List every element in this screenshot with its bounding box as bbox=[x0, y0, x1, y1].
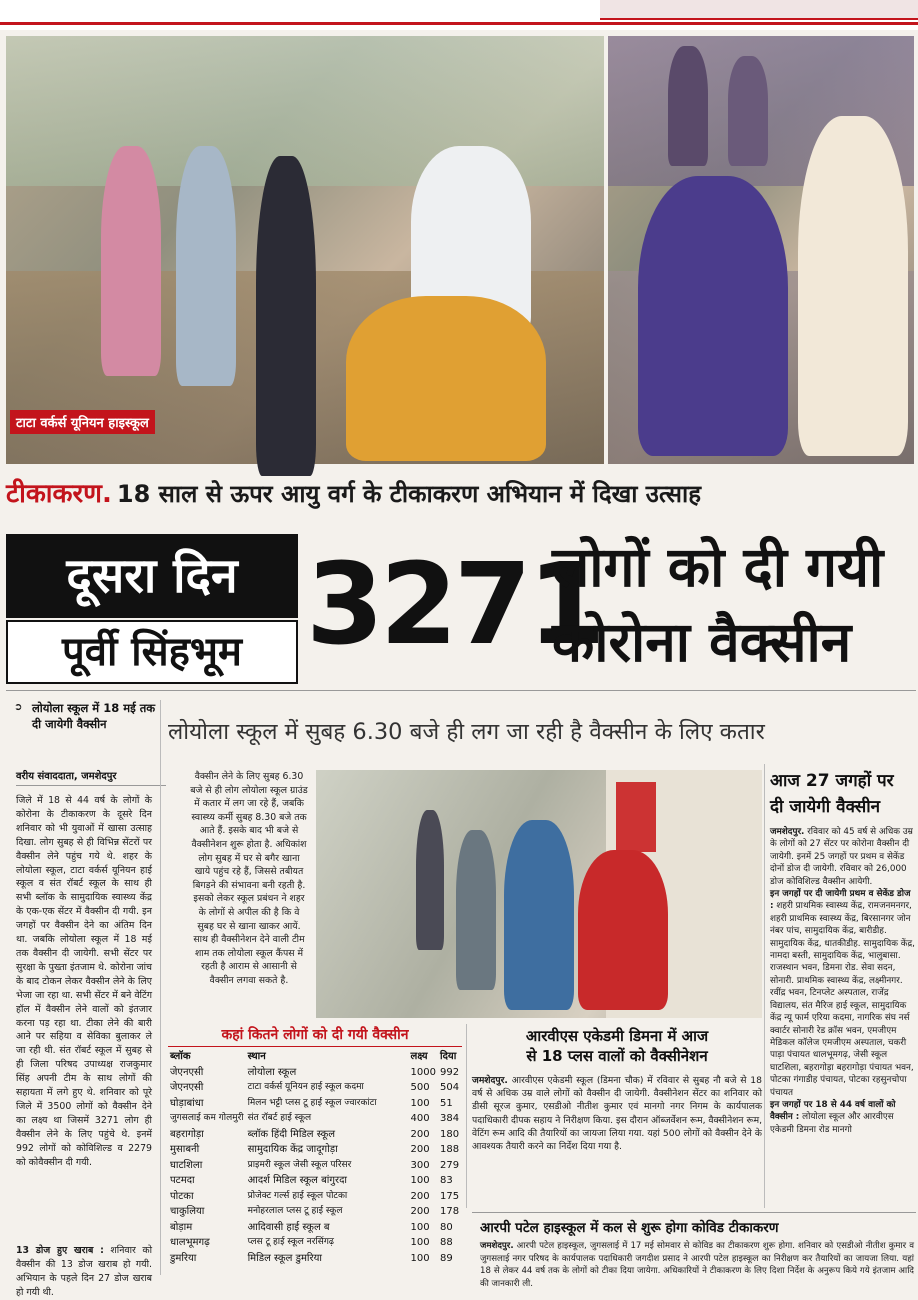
loyola-story: वैक्सीन लेने के लिए सुबह 6.30 बजे से ही लोग लोयोला स्कूल ग्राउंड में कतार में लग जा रहे हैं, जबकि स्वास्थ्य कर्मी सुबह 8.30 बजे तक आते हैं. इसके बाद भी बजे से वैक्सीनेशन शुरू होता है. अधिकांश लोग सुबह में घर से बगैर खाना खाये पहुंच रहे हैं, जिससे तबीयत बिगड़ने की संभावना बनी रहती है. इसको लेकर स्कूल प्रबंधन ने शहर के लोगों से अपील की है कि वे सुबह घर से खाना खाकर आयें. साथ ही वैक्सीनेशन देने वाली टीम शाम तक लोयोला स्कूल कैंपस में रहती है आराम से आसानी से वैक्सीन लगवा सकते है. bbox=[190, 771, 308, 986]
col-given: दिया bbox=[440, 1051, 457, 1062]
table-row: धालभूमगढ़ प्लस टू हाई स्कूल नरसिंगढ़ 100 88 bbox=[170, 1237, 453, 1248]
table-row: जुगसलाई कम गोलमुरी संत रॉबर्ट हाई स्कूल 400 384 bbox=[170, 1113, 460, 1124]
table bbox=[168, 1049, 462, 1266]
rp-story: आरपी पटेल हाइस्कूल, जुगसलाई में 17 मई सोमवार से कोविड का टीकाकरण शुरू होगा. शनिवार को एसडीओ नीतीश कुमार व जुगसलाई नगर परिषद के कार्यपालक पदाधिकारी जगदीश प्रसाद ने आरपी पटेल हाइस्कूल का निरीक्षण कर तैयारियों का जायजा लिया. यहां 18 से लेकर 44 वर्ष तक के लोगों को टीका दिया जायेगा. अधिकारियों ने टीकाकरण के लिए दिशा निर्देश के अनुरूप किये गये इंतजाम आदि की जानकारी ली. bbox=[480, 1241, 914, 1289]
table-header bbox=[168, 1049, 462, 1065]
rvs-headline-line1: आरवीएस एकेडमी डिमना में आज bbox=[525, 1027, 709, 1045]
rvs-dateline: जमशेदपुर. bbox=[472, 1075, 508, 1086]
waste-text: शनिवार को वैक्सीन की 13 डोज खराब हो गयी. अभियान के पहले दिन 27 डोज खराब हो गयी थी. bbox=[16, 1245, 153, 1298]
right-headline-box bbox=[770, 768, 916, 824]
right-sub2-label: इन जगहों पर 18 से 44 वर्ष वालों को वैक्सीन : bbox=[770, 1099, 896, 1123]
table-row: चाकुलिया मनोहरलाल प्लस टू हाई स्कूल 200 178 bbox=[170, 1206, 460, 1217]
district: पूर्वी सिंहभूम bbox=[62, 629, 242, 675]
day-label-box bbox=[6, 534, 298, 618]
table-row: बहरागोड़ा ब्लॉक हिंदी मिडिल स्कूल 200 180 bbox=[170, 1128, 460, 1140]
table-row: घाटशिला प्राइमरी स्कूल जेसी स्कूल परिसर 300 279 bbox=[170, 1159, 460, 1171]
rp-dateline: जमशेदपुर. bbox=[480, 1241, 514, 1251]
main-story: जिले में 18 से 44 वर्ष के लोगों के कोरोना के टीकाकरण के दूसरे दिन शनिवार को भी युवाओं में खासा उत्साह दिखा. लोग सुबह से ही विभिन्न सेंटरों पर वैक्सीन लेने पहुंच गये थे. शहर के लोयोला स्कूल, टाटा वर्कर्स यूनियन हाई स्कूल व संत रॉबर्ट स्कूल के साथ ही सभी ब्लॉक के सामुदायिक स्वास्थ्य केंद्र के एक-एक सेंटर में वैक्सीन दी गयी. इन जगहों पर वैक्सीन देने का अंतिम दिन था. जबकि लोयोला स्कूल में 18 मई तक वैक्सीन दी जायेगी. सभी सेंटर पर सुरक्षा के पुख्ता इंतजाम थे. कोरोना जांच के बाद टोकन लेकर वैक्सीन लेने के लिए भेजा जा रहा था. सभी सेंटर में बने वेटिंग हॉल में वैक्सीन लेने वालों को इंतजार करना पड़ रहा था. टीका लेने की बारी आने पर सहिया व सेविका बुलाकर ले जा रही थी. संत रॉबर्ट स्कूल में सुबह से ही जिला परिषद उपाध्यक्ष राजकुमार सिंह अपनी टीम के साथ लोगों की सहायता में लगे हुए थे. शनिवार को पूरे जिले में 3500 लोगों को वैक्सीन देने का लक्ष्य था जिसमें 3271 लोग ही वैक्सीन लेने के लिए पहुंचे थे. इनमें 992 लोगों को कोविशिल्ड व 2279 को कोवैक्सीन दी गयी. bbox=[16, 795, 152, 1168]
kicker-line bbox=[6, 474, 916, 514]
headline-line2: कोरोना वैक्सीन bbox=[552, 610, 852, 674]
col-target: लक्ष्य bbox=[410, 1051, 428, 1062]
waste-note bbox=[16, 1244, 153, 1298]
loyola-headline: लोयोला स्कूल में सुबह 6.30 बजे ही लग जा रही है वैक्सीन के लिए कतार bbox=[168, 719, 765, 745]
table-row: जेएनएसी टाटा वर्कर्स यूनियन हाई स्कूल कदमा 500 504 bbox=[170, 1082, 460, 1093]
top-strip bbox=[0, 0, 918, 30]
kicker-rest: 18 साल से ऊपर आयु वर्ग के टीकाकरण अभियान में दिखा उत्साह bbox=[116, 480, 701, 508]
right-sub1-label: इन जगहों पर दी जायेगी प्रथम व सेकेंड डोज : bbox=[770, 889, 911, 912]
table-row: घोड़ाबांधा मिलन भट्टी प्लस टू हाई स्कूल ज्वारकांटा 100 51 bbox=[170, 1097, 453, 1109]
vaccine-table bbox=[168, 1024, 462, 1274]
right-sub1-text: शहरी प्राथमिक स्वास्थ्य केंद्र, रामजनमनगर, शहरी प्राथमिक स्वास्थ्य केंद्र, बिरसानगर जोन नंबर पांच, सामुदायिक केंद्र, बारीडीह. सामुदायिक केंद्र, धातकीडीह. सामुदायिक केंद्र, नामदा बस्ती, सामुदायिक केंद्र, भालुबासा. राजस्थान भवन, डिमना रोड. सेवा सदन, सोनारी. प्राथमिक स्वास्थ्य केंद्र, लक्ष्मीनगर. रवींद्र भवन, टिनप्लेट अस्पताल, राजेंद्र विद्यालय, संत मैरिज हाई स्कूल, सामुदायिक केंद्र न्यू फार्म एरिया कदमा, नागरिक संघ नर्स क्वार्टर सोनारी रेड क्रॉस भवन, एमजीएम मेडिकल कॉलेज एमजीएम अस्पताल, चकरी पाड़ा पंचायत धालभूमगढ़, जेसी स्कूल घाटशिला, बहरागोड़ा बहरागोड़ा पंचायत भवन, पोटका गंगाडीह पंचायत, पोटका रहसुनचोपा पंचायत bbox=[770, 901, 915, 1098]
photo-loyola-queue bbox=[316, 770, 762, 1018]
headline-line1: लोगों को दी गयी bbox=[552, 535, 884, 599]
sidebar-bullet bbox=[14, 700, 164, 756]
kicker: टीकाकरण. bbox=[6, 479, 112, 509]
photo-caption: टाटा वर्कर्स यूनियन हाइस्कूल bbox=[10, 410, 155, 434]
byline: वरीय संवाददाता, जमशेदपुर bbox=[16, 768, 166, 786]
photo-vaccination bbox=[608, 36, 914, 464]
right-sub2-text: लोयोला स्कूल और आरवीएस एकेडमी डिमना रोड मानगो bbox=[770, 1112, 894, 1135]
table-row: मुसाबनी सामुदायिक केंद्र जादूगोड़ा 200 188 bbox=[170, 1144, 460, 1155]
table-row: पोटका प्रोजेक्ट गर्ल्स हाई स्कूल पोटका 200 175 bbox=[170, 1190, 460, 1202]
table-title: कहां कितने लोगों को दी गयी वैक्सीन bbox=[168, 1024, 462, 1047]
rvs-headline-box bbox=[472, 1026, 762, 1072]
rvs-story-wrap bbox=[472, 1074, 762, 1208]
rp-headline: आरपी पटेल हाइस्कूल में कल से शुरू होगा कोविड टीकाकरण bbox=[480, 1220, 779, 1236]
right-headline-line1: आज 27 जगहों पर bbox=[770, 771, 894, 791]
rvs-story: आरवीएस एकेडमी स्कूल (डिमना चौक) में रविवार से सुबह नौ बजे से 18 वर्ष से अधिक उम्र वाले लोगों को वैक्सीन दी जायेगी. वैक्सीनेशन सेंटर का शनिवार को डीसी सूरज कुमार, एसडीओ नीतीश कुमार एवं मानगो नगर निगम के कार्यपालक पदाधिकारी दीपक सहाय ने निरीक्षण किया. इस दौरान ऑब्जर्वेशन रूम, वैक्सीनेशन रूम, वेटिंग रूम आदि की तैयारियों का जायजा लिया गया. यहां 500 लोगों को वैक्सीन देने के आवश्यक तैयारी करने का निर्देश दिया गया है. bbox=[472, 1075, 763, 1153]
table-row: पटमदा आदर्श मिडिल स्कूल बांगुरदा 100 83 bbox=[170, 1175, 453, 1186]
table-row: जेएनएसी लोयोला स्कूल 1000 992 bbox=[170, 1066, 460, 1078]
table-row: बोड़ाम आदिवासी हाई स्कूल ब 100 80 bbox=[170, 1221, 453, 1233]
district-box bbox=[6, 620, 298, 684]
photo-testing-queue bbox=[6, 36, 604, 464]
waste-label: 13 डोज हुए खराब : bbox=[16, 1245, 104, 1256]
right-story: रविवार को 45 वर्ष से अधिक उम्र के लोगों को 27 सेंटर पर कोरोना वैक्सीन दी जायेगी. इनमें 25 जगहों पर प्रथम व सेकेंड दोनों डोज दी जायेगी. रविवार को 26,000 डोज कोविशिल्ड वैक्सीन आयेगी. bbox=[770, 827, 913, 887]
big-number: 3271 bbox=[306, 540, 602, 670]
sidebar-bullet-text: लोयोला स्कूल में 18 मई तक दी जायेगी वैक्सीन bbox=[32, 701, 156, 731]
rvs-headline-line2: से 18 प्लस वालों को वैक्सीनेशन bbox=[526, 1047, 708, 1065]
right-story-wrap bbox=[770, 826, 916, 1208]
day-label: दूसरा दिन bbox=[66, 548, 238, 604]
col-place: स्थान bbox=[247, 1051, 266, 1062]
col-block: ब्लॉक bbox=[170, 1051, 191, 1062]
bullet-icon: ➲ bbox=[14, 702, 23, 713]
table-row: डुमरिया मिडिल स्कूल डुमरिया 100 89 bbox=[170, 1252, 453, 1264]
right-dateline: जमशेदपुर. bbox=[770, 827, 805, 837]
rp-story-wrap bbox=[480, 1240, 914, 1289]
right-headline-line2: दी जायेगी वैक्सीन bbox=[770, 797, 881, 817]
